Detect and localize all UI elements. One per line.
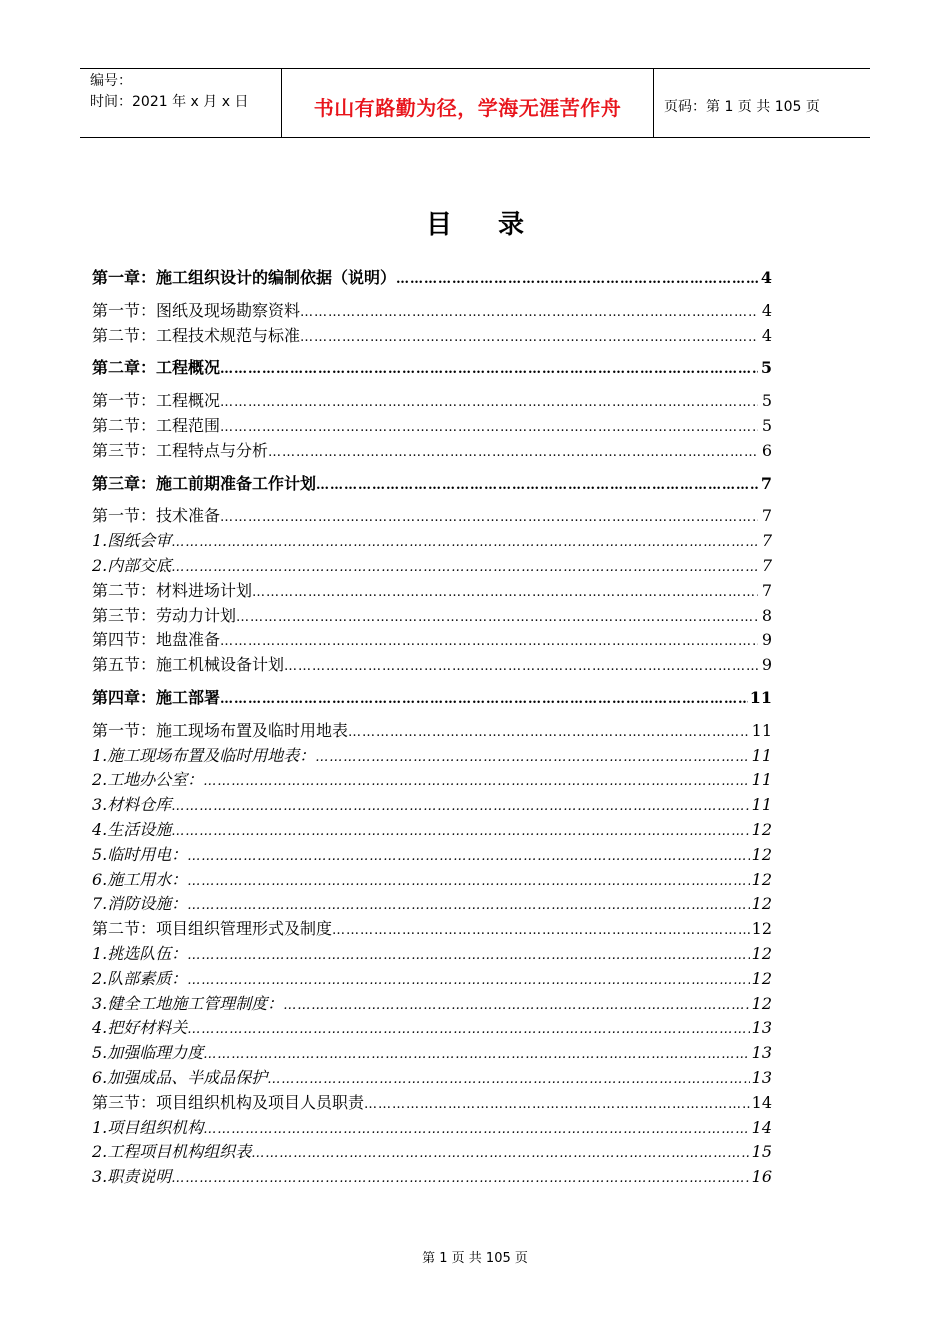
toc-section-entry[interactable] bbox=[92, 719, 772, 744]
toc-entry-page-number: 7 bbox=[761, 531, 772, 551]
toc-dot-leader bbox=[171, 1167, 749, 1192]
toc-dot-leader bbox=[220, 688, 748, 713]
table-of-contents bbox=[92, 266, 772, 1190]
toc-entry-page-number: 14 bbox=[751, 1092, 772, 1112]
toc-dot-leader bbox=[171, 556, 758, 581]
toc-section-entry[interactable] bbox=[92, 1091, 772, 1116]
toc-dot-leader bbox=[171, 820, 749, 845]
toc-entry-page-number: 11 bbox=[751, 770, 772, 790]
toc-chapter-entry[interactable] bbox=[92, 266, 772, 291]
toc-item-entry[interactable] bbox=[92, 942, 772, 967]
toc-dot-leader bbox=[187, 969, 749, 994]
toc-entry-page-number: 7 bbox=[761, 580, 772, 600]
toc-dot-leader bbox=[187, 870, 749, 895]
toc-entry-page-number: 11 bbox=[751, 720, 772, 740]
toc-dot-leader bbox=[220, 630, 758, 655]
toc-entry-page-number: 7 bbox=[760, 473, 772, 493]
toc-section-entry[interactable] bbox=[92, 389, 772, 414]
toc-item-entry[interactable] bbox=[92, 1066, 772, 1091]
toc-entry-label: 第三节：工程特点与分析 bbox=[92, 440, 269, 460]
toc-entry-label: 2.队部素质： bbox=[92, 968, 188, 988]
toc-section-entry[interactable] bbox=[92, 917, 772, 942]
header-page-info: 页码：第 1 页 共 105 页 bbox=[664, 99, 820, 115]
toc-entry-page-number: 12 bbox=[751, 844, 772, 864]
toc-entry-page-number: 5 bbox=[761, 391, 772, 411]
toc-entry-page-number: 7 bbox=[761, 555, 772, 575]
toc-dot-leader bbox=[220, 506, 758, 531]
document-title: 目录 bbox=[425, 210, 570, 240]
toc-dot-leader bbox=[187, 894, 749, 919]
toc-entry-page-number: 12 bbox=[751, 993, 772, 1013]
toc-entry-page-number: 12 bbox=[751, 919, 772, 939]
toc-entry-label: 4.把好材料关 bbox=[92, 1018, 188, 1038]
document-number-label: 编号： bbox=[90, 73, 132, 89]
toc-entry-label: 第一节：图纸及现场勘察资料 bbox=[92, 300, 301, 320]
toc-entry-page-number: 12 bbox=[751, 968, 772, 988]
toc-item-entry[interactable] bbox=[92, 1165, 772, 1190]
toc-entry-page-number: 16 bbox=[751, 1167, 772, 1187]
toc-entry-page-number: 13 bbox=[751, 1043, 772, 1063]
toc-dot-leader bbox=[171, 795, 749, 820]
toc-item-entry[interactable] bbox=[92, 818, 772, 843]
toc-entry-page-number: 5 bbox=[761, 415, 772, 435]
toc-item-entry[interactable] bbox=[92, 992, 772, 1017]
toc-entry-label: 3.职责说明 bbox=[92, 1167, 172, 1187]
toc-dot-leader bbox=[283, 994, 749, 1019]
toc-dot-leader bbox=[203, 1118, 749, 1143]
toc-item-entry[interactable] bbox=[92, 554, 772, 579]
toc-entry-page-number: 12 bbox=[751, 943, 772, 963]
toc-section-entry[interactable] bbox=[92, 653, 772, 678]
toc-entry-label: 5.加强临理力度 bbox=[92, 1043, 204, 1063]
toc-dot-leader bbox=[315, 746, 749, 771]
toc-entry-page-number: 5 bbox=[760, 358, 772, 378]
toc-entry-label: 第五节：施工机械设备计划 bbox=[92, 655, 285, 675]
toc-entry-label: 第二节：工程技术规范与标准 bbox=[92, 325, 301, 345]
toc-entry-label: 1.施工现场布置及临时用地表： bbox=[92, 745, 316, 765]
toc-entry-page-number: 4 bbox=[760, 268, 772, 287]
toc-item-entry[interactable] bbox=[92, 1140, 772, 1165]
toc-entry-page-number: 7 bbox=[761, 506, 772, 526]
toc-entry-page-number: 6 bbox=[761, 440, 772, 460]
toc-entry-label: 1.挑选队伍： bbox=[92, 943, 188, 963]
toc-entry-label: 第一章：施工组织设计的编制依据（说明） bbox=[92, 268, 397, 287]
toc-section-entry[interactable] bbox=[92, 439, 772, 464]
toc-entry-label: 第二节：材料进场计划 bbox=[92, 580, 253, 600]
toc-entry-page-number: 4 bbox=[761, 300, 772, 320]
toc-entry-page-number: 11 bbox=[751, 795, 772, 815]
toc-entry-page-number: 9 bbox=[761, 655, 772, 675]
toc-entry-label: 4.生活设施 bbox=[92, 819, 172, 839]
toc-entry-page-number: 4 bbox=[761, 325, 772, 345]
toc-entry-label: 2.工程项目机构组织表 bbox=[92, 1142, 252, 1162]
toc-entry-page-number: 14 bbox=[751, 1117, 772, 1137]
toc-dot-leader bbox=[300, 301, 758, 326]
toc-dot-leader bbox=[348, 721, 750, 746]
toc-entry-label: 第四章：施工部署 bbox=[92, 687, 221, 707]
toc-section-entry[interactable] bbox=[92, 414, 772, 439]
toc-entry-page-number: 8 bbox=[761, 605, 772, 625]
toc-dot-leader bbox=[316, 474, 758, 499]
toc-dot-leader bbox=[268, 441, 758, 466]
toc-entry-label: 3.材料仓库 bbox=[92, 795, 172, 815]
toc-dot-leader bbox=[187, 1018, 749, 1043]
toc-entry-label: 1.项目组织机构 bbox=[92, 1117, 204, 1137]
toc-section-entry[interactable] bbox=[92, 628, 772, 653]
header-motto-cell bbox=[282, 69, 654, 137]
toc-dot-leader bbox=[252, 581, 758, 606]
toc-dot-leader bbox=[203, 1043, 749, 1068]
toc-entry-label: 2.内部交底 bbox=[92, 555, 172, 575]
toc-entry-page-number: 12 bbox=[751, 894, 772, 914]
toc-chapter-entry[interactable] bbox=[92, 356, 772, 381]
toc-entry-label: 第三章：施工前期准备工作计划 bbox=[92, 473, 317, 493]
toc-item-entry[interactable] bbox=[92, 1016, 772, 1041]
toc-entry-label: 第一节：施工现场布置及临时用地表 bbox=[92, 720, 349, 740]
toc-section-entry[interactable] bbox=[92, 299, 772, 324]
toc-entry-label: 6.施工用水： bbox=[92, 869, 188, 889]
toc-entry-label: 3.健全工地施工管理制度： bbox=[92, 993, 284, 1013]
toc-entry-label: 第四节：地盘准备 bbox=[92, 630, 221, 650]
toc-entry-label: 6.加强成品、半成品保护 bbox=[92, 1067, 268, 1087]
toc-entry-page-number: 13 bbox=[751, 1067, 772, 1087]
toc-entry-label: 2.工地办公室： bbox=[92, 770, 204, 790]
toc-dot-leader bbox=[187, 944, 749, 969]
toc-dot-leader bbox=[300, 326, 758, 351]
toc-dot-leader bbox=[203, 770, 749, 795]
toc-item-entry[interactable] bbox=[92, 892, 772, 917]
toc-dot-leader bbox=[284, 655, 758, 680]
toc-item-entry[interactable] bbox=[92, 868, 772, 893]
document-date: 时间：2021 年 x 月 x 日 bbox=[90, 94, 249, 110]
toc-entry-page-number: 11 bbox=[749, 687, 772, 707]
toc-entry-page-number: 12 bbox=[751, 819, 772, 839]
toc-entry-page-number: 11 bbox=[751, 745, 772, 765]
page-footer: 第 1 页 共 105 页 bbox=[422, 1251, 528, 1266]
toc-entry-page-number: 15 bbox=[751, 1142, 772, 1162]
toc-dot-leader bbox=[332, 919, 750, 944]
toc-dot-leader bbox=[251, 1142, 749, 1167]
toc-dot-leader bbox=[171, 531, 758, 556]
toc-entry-label: 7.消防设施： bbox=[92, 894, 188, 914]
toc-entry-label: 5.临时用电： bbox=[92, 844, 188, 864]
toc-entry-label: 第一节：工程概况 bbox=[92, 391, 221, 411]
header-page-info-cell bbox=[654, 69, 870, 137]
toc-item-entry[interactable] bbox=[92, 793, 772, 818]
toc-item-entry[interactable] bbox=[92, 529, 772, 554]
toc-item-entry[interactable] bbox=[92, 967, 772, 992]
page-header bbox=[80, 68, 870, 138]
toc-chapter-entry[interactable] bbox=[92, 686, 772, 711]
toc-entry-label: 1.图纸会审 bbox=[92, 531, 172, 551]
toc-item-entry[interactable] bbox=[92, 1116, 772, 1141]
header-motto: 书山有路勤为径，学海无涯苦作舟 bbox=[313, 95, 622, 120]
toc-dot-leader bbox=[220, 416, 758, 441]
toc-entry-label: 第二章：工程概况 bbox=[92, 358, 221, 378]
toc-entry-page-number: 9 bbox=[761, 630, 772, 650]
toc-item-entry[interactable] bbox=[92, 843, 772, 868]
toc-entry-label: 第三节：项目组织机构及项目人员职责 bbox=[92, 1092, 365, 1112]
toc-section-entry[interactable] bbox=[92, 604, 772, 629]
toc-section-entry[interactable] bbox=[92, 579, 772, 604]
toc-dot-leader bbox=[236, 606, 758, 631]
toc-entry-label: 第三节：劳动力计划 bbox=[92, 605, 237, 625]
toc-dot-leader bbox=[364, 1093, 750, 1118]
header-meta bbox=[80, 69, 282, 137]
toc-section-entry[interactable] bbox=[92, 504, 772, 529]
toc-section-entry[interactable] bbox=[92, 324, 772, 349]
toc-dot-leader bbox=[220, 391, 758, 416]
toc-item-entry[interactable] bbox=[92, 1041, 772, 1066]
toc-dot-leader bbox=[220, 358, 758, 383]
toc-entry-label: 第一节：技术准备 bbox=[92, 506, 221, 526]
toc-dot-leader bbox=[396, 268, 758, 293]
toc-item-entry[interactable] bbox=[92, 744, 772, 769]
toc-chapter-entry[interactable] bbox=[92, 472, 772, 497]
toc-entry-page-number: 12 bbox=[751, 869, 772, 889]
toc-item-entry[interactable] bbox=[92, 768, 772, 793]
toc-dot-leader bbox=[187, 845, 749, 870]
toc-entry-label: 第二节：项目组织管理形式及制度 bbox=[92, 919, 333, 939]
toc-dot-leader bbox=[267, 1068, 749, 1093]
toc-entry-label: 第二节：工程范围 bbox=[92, 415, 221, 435]
toc-entry-page-number: 13 bbox=[751, 1018, 772, 1038]
